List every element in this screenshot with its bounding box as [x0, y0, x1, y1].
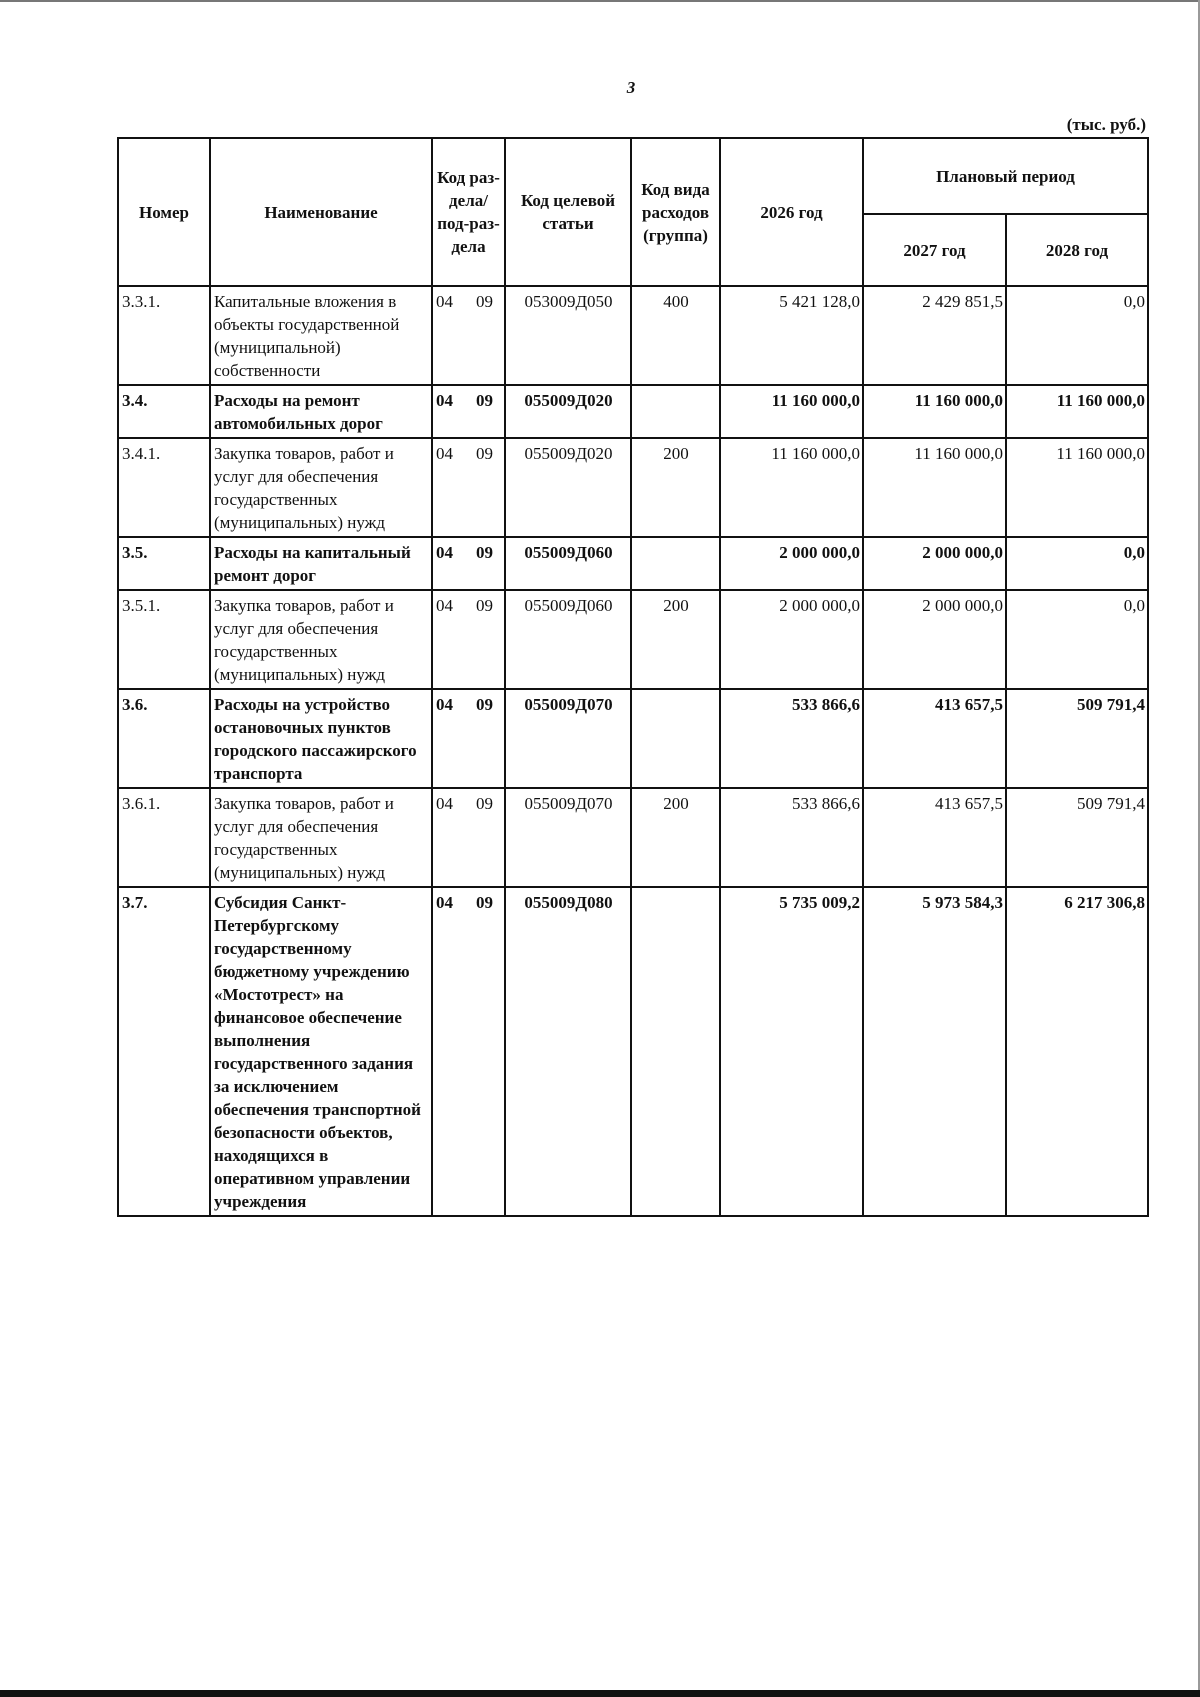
row-amount-2027: 2 429 851,5 [863, 286, 1006, 385]
row-amount-2028: 11 160 000,0 [1006, 385, 1148, 438]
row-number: 3.4. [118, 385, 210, 438]
header-year-2028: 2028 год [1006, 214, 1148, 286]
row-subsection: 09 [476, 543, 493, 562]
row-name: Закупка товаров, работ и услуг для обеспечения государственных (муниципальных) нужд [210, 788, 432, 887]
row-amount-2026: 533 866,6 [720, 689, 863, 788]
row-amount-2028: 509 791,4 [1006, 788, 1148, 887]
row-amount-2028: 6 217 306,8 [1006, 887, 1148, 1216]
row-section: 04 [436, 794, 453, 813]
row-amount-2027: 2 000 000,0 [863, 590, 1006, 689]
row-amount-2028: 509 791,4 [1006, 689, 1148, 788]
row-section-code [432, 689, 505, 788]
row-subsection: 09 [476, 596, 493, 615]
header-target-code: Код целевой статьи [505, 138, 631, 286]
row-name: Закупка товаров, работ и услуг для обеспечения государственных (муниципальных) нужд [210, 590, 432, 689]
row-number: 3.5.1. [118, 590, 210, 689]
row-subsection: 09 [476, 444, 493, 463]
row-section-code [432, 385, 505, 438]
row-subsection: 09 [476, 695, 493, 714]
row-section: 04 [436, 596, 453, 615]
row-expense-group: 400 [631, 286, 720, 385]
header-expense-group: Код вида расходов (группа) [631, 138, 720, 286]
scan-edge-bottom [0, 1690, 1200, 1697]
row-target-code: 055009Д060 [505, 537, 631, 590]
units-label: (тыс. руб.) [1066, 115, 1146, 134]
row-number: 3.7. [118, 887, 210, 1216]
row-amount-2026: 533 866,6 [720, 788, 863, 887]
row-target-code: 055009Д020 [505, 385, 631, 438]
row-expense-group: 200 [631, 788, 720, 887]
row-subsection: 09 [476, 292, 493, 311]
table-row [118, 689, 1148, 788]
row-expense-group: 200 [631, 590, 720, 689]
row-section: 04 [436, 695, 453, 714]
row-amount-2026: 11 160 000,0 [720, 438, 863, 537]
page-number: 3 [626, 78, 636, 97]
row-name: Расходы на устройство остановочных пунктов городского пассажирского транспорта [210, 689, 432, 788]
row-amount-2026: 2 000 000,0 [720, 537, 863, 590]
row-amount-2026: 11 160 000,0 [720, 385, 863, 438]
row-amount-2027: 11 160 000,0 [863, 385, 1006, 438]
row-expense-group: 200 [631, 438, 720, 537]
header-year-2026: 2026 год [720, 138, 863, 286]
row-number: 3.5. [118, 537, 210, 590]
table-row [118, 788, 1148, 887]
header-name: Наименование [210, 138, 432, 286]
row-name: Субсидия Санкт-Петербургскому государственному бюджетному учреждению «Мостотрест» на финансовое обеспечение выполнения государственного задания за исключением обеспечения транспортной безопасности объектов, находящихся в оперативном управлении учреждения [210, 887, 432, 1216]
row-section: 04 [436, 444, 453, 463]
row-subsection: 09 [476, 893, 493, 912]
row-amount-2026: 5 421 128,0 [720, 286, 863, 385]
row-section-code [432, 590, 505, 689]
scan-edge-top [0, 0, 1200, 2]
row-expense-group [631, 385, 720, 438]
table-body [118, 286, 1148, 1216]
row-expense-group [631, 537, 720, 590]
row-section-code [432, 887, 505, 1216]
row-section-code [432, 788, 505, 887]
row-name: Закупка товаров, работ и услуг для обеспечения государственных (муниципальных) нужд [210, 438, 432, 537]
row-section: 04 [436, 543, 453, 562]
table-row [118, 286, 1148, 385]
row-target-code: 055009Д060 [505, 590, 631, 689]
row-target-code: 055009Д070 [505, 689, 631, 788]
row-section: 04 [436, 893, 453, 912]
row-amount-2027: 5 973 584,3 [863, 887, 1006, 1216]
table-row [118, 537, 1148, 590]
header-year-2027: 2027 год [863, 214, 1006, 286]
row-name: Расходы на капитальный ремонт дорог [210, 537, 432, 590]
row-target-code: 055009Д080 [505, 887, 631, 1216]
header-number: Номер [118, 138, 210, 286]
row-amount-2027: 413 657,5 [863, 788, 1006, 887]
row-number: 3.6.1. [118, 788, 210, 887]
row-number: 3.3.1. [118, 286, 210, 385]
row-section: 04 [436, 391, 453, 410]
row-expense-group [631, 887, 720, 1216]
row-section: 04 [436, 292, 453, 311]
row-amount-2028: 0,0 [1006, 537, 1148, 590]
table-row [118, 887, 1148, 1216]
table-row [118, 385, 1148, 438]
table-row [118, 590, 1148, 689]
row-amount-2027: 413 657,5 [863, 689, 1006, 788]
row-subsection: 09 [476, 794, 493, 813]
row-target-code: 055009Д070 [505, 788, 631, 887]
table-header [118, 138, 1148, 286]
row-target-code: 053009Д050 [505, 286, 631, 385]
row-amount-2028: 0,0 [1006, 286, 1148, 385]
row-amount-2028: 0,0 [1006, 590, 1148, 689]
row-amount-2026: 2 000 000,0 [720, 590, 863, 689]
table-row [118, 438, 1148, 537]
header-section-code: Код раз-дела/ под-раз-дела [432, 138, 505, 286]
row-expense-group [631, 689, 720, 788]
budget-table [117, 137, 1149, 1217]
row-amount-2028: 11 160 000,0 [1006, 438, 1148, 537]
row-name: Капитальные вложения в объекты государственной (муниципальной) собственности [210, 286, 432, 385]
row-target-code: 055009Д020 [505, 438, 631, 537]
row-number: 3.4.1. [118, 438, 210, 537]
row-section-code [432, 286, 505, 385]
row-amount-2026: 5 735 009,2 [720, 887, 863, 1216]
row-subsection: 09 [476, 391, 493, 410]
row-name: Расходы на ремонт автомобильных дорог [210, 385, 432, 438]
row-amount-2027: 2 000 000,0 [863, 537, 1006, 590]
row-section-code [432, 438, 505, 537]
header-planned-period: Плановый период [863, 138, 1148, 214]
row-amount-2027: 11 160 000,0 [863, 438, 1006, 537]
row-number: 3.6. [118, 689, 210, 788]
row-section-code [432, 537, 505, 590]
